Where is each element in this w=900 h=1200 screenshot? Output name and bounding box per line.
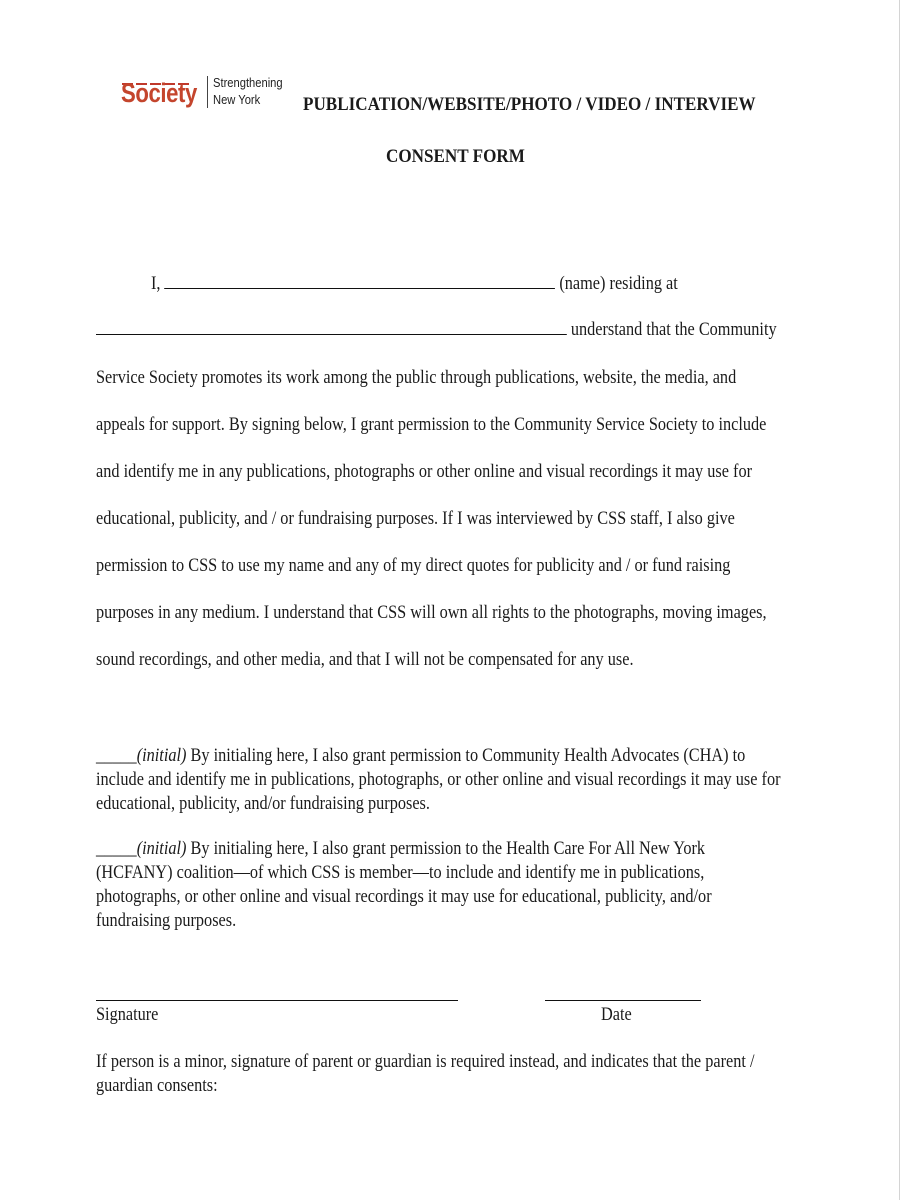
body-line-5: permission to CSS to use my name and any of my direct quotes for publicity and / or fund raising	[96, 556, 731, 576]
name-field[interactable]	[165, 274, 556, 289]
address-field[interactable]	[96, 320, 567, 335]
body-line-3: and identify me in any publications, photographs or other online and visual recordings it may use for	[96, 462, 753, 482]
cha-text-1: By initialing here, I also grant permission to Community Health Advocates (CHA) to	[186, 746, 746, 766]
name-suffix: (name) residing at	[559, 274, 678, 294]
cha-initial-line-1	[96, 746, 745, 767]
minor-note-line-2: guardian consents:	[96, 1076, 218, 1096]
hcfany-text-1: By initialing here, I also grant permission to the Health Care For All New York	[186, 839, 706, 859]
hcfany-initial-field[interactable]: _____	[96, 839, 137, 859]
logo-divider	[207, 76, 208, 108]
address-suffix: understand that the Community	[570, 320, 777, 340]
cha-initial-field[interactable]: _____	[96, 746, 137, 766]
date-field[interactable]	[545, 1000, 701, 1001]
logo-wordmark: Society	[121, 78, 197, 108]
hcfany-initial-line-1	[96, 839, 705, 860]
hcfany-initial-label: (initial)	[136, 839, 187, 859]
logo-tagline	[213, 74, 283, 108]
date-label: Date	[601, 1005, 632, 1025]
body-line-6: purposes in any medium. I understand that CSS will own all rights to the photographs, moving images,	[96, 603, 767, 623]
cha-initial-label: (initial)	[136, 746, 187, 766]
cha-line-3: educational, publicity, and/or fundraising purposes.	[96, 794, 430, 814]
page-title: PUBLICATION/WEBSITE/PHOTO / VIDEO / INTERVIEW	[303, 94, 756, 115]
body-line-7: sound recordings, and other media, and that I will not be compensated for any use.	[96, 650, 634, 670]
logo-tagline-line-2: New York	[213, 92, 261, 107]
cha-line-2: include and identify me in publications, photographs, or other online and visual recordings it may use for	[96, 770, 781, 790]
signature-label: Signature	[96, 1005, 159, 1025]
logo-tagline-line-1: Strengthening	[213, 75, 283, 90]
minor-note-line-1: If person is a minor, signature of parent or guardian is required instead, and indicates that the parent /	[96, 1052, 755, 1072]
name-line	[151, 274, 678, 295]
body-line-1: Service Society promotes its work among the public through publications, website, the media, and	[96, 368, 737, 388]
society-logo	[121, 70, 321, 118]
hcfany-line-2: (HCFANY) coalition—of which CSS is member—to include and identify me in publications,	[96, 863, 705, 883]
body-line-4: educational, publicity, and / or fundraising purposes. If I was interviewed by CSS staff, I also give	[96, 509, 735, 529]
hcfany-line-3: photographs, or other online and visual recordings it may use for educational, publicity, and/or	[96, 887, 712, 907]
hcfany-line-4: fundraising purposes.	[96, 911, 237, 931]
page-subtitle: CONSENT FORM	[386, 146, 525, 167]
signature-field[interactable]	[96, 1000, 458, 1001]
body-line-2: appeals for support. By signing below, I grant permission to the Community Service Society to include	[96, 415, 767, 435]
address-line	[96, 320, 777, 341]
name-prefix: I,	[151, 274, 161, 294]
